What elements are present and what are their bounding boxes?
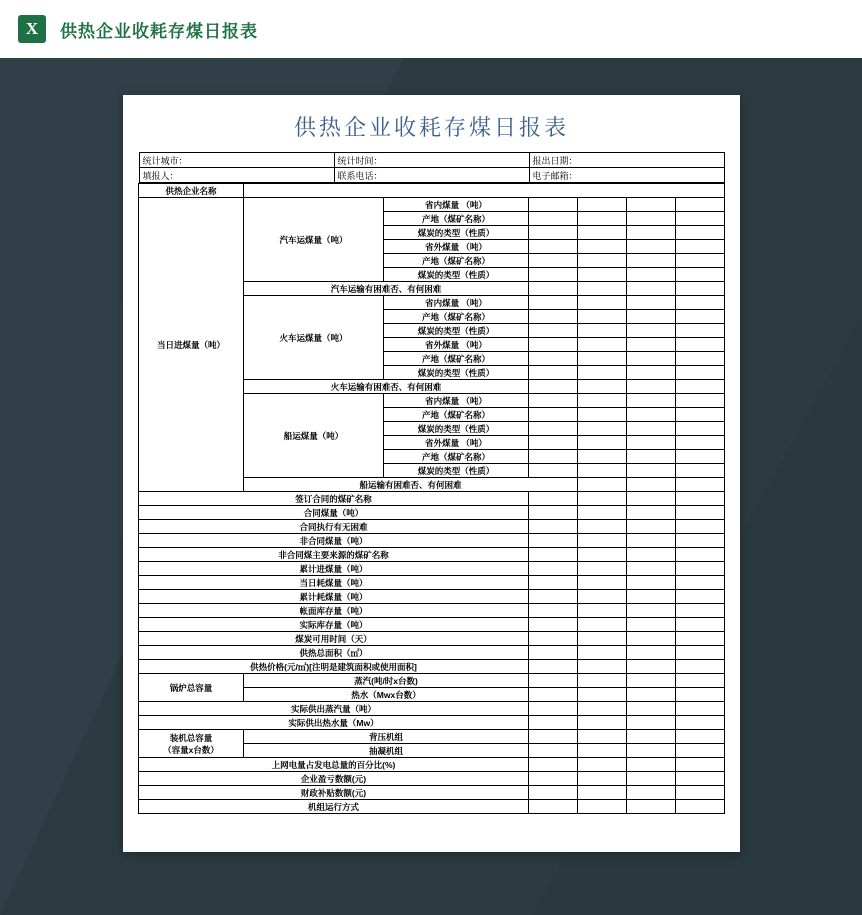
cell-value[interactable] (676, 646, 725, 660)
cell-value[interactable] (627, 282, 676, 296)
cell-value[interactable] (627, 268, 676, 282)
cell-value[interactable] (578, 730, 627, 744)
row-label-train-coal: 火车运煤量（吨） (244, 296, 384, 380)
meta-email-label: 电子邮箱： (529, 168, 724, 183)
table-row (139, 618, 725, 632)
cell-value[interactable] (676, 464, 725, 478)
row-label-book-inventory: 帐面库存量（吨） (139, 604, 529, 618)
cell-value[interactable] (627, 408, 676, 422)
cell-value[interactable] (676, 422, 725, 436)
row-label-actual-hotwater-supply: 实际供出热水量（Mw） (139, 716, 529, 730)
cell-value[interactable] (578, 758, 627, 772)
cell-value[interactable] (529, 296, 578, 310)
cell-value[interactable] (529, 366, 578, 380)
cell-value[interactable] (578, 450, 627, 464)
cell-value[interactable] (529, 506, 578, 520)
cell-value[interactable] (676, 198, 725, 212)
row-label-daily-incoming-coal-text: 当日进煤量（吨） (156, 339, 225, 350)
cell-value[interactable] (578, 562, 627, 576)
cell-value[interactable] (578, 296, 627, 310)
cell-value[interactable] (627, 226, 676, 240)
cell-value[interactable] (627, 702, 676, 716)
row-label-extraction-unit: 抽凝机组 (244, 744, 529, 758)
row-label-coal-available-days: 煤炭可用时间（天） (139, 632, 529, 646)
cell-value[interactable] (676, 380, 725, 394)
cell-value[interactable] (627, 744, 676, 758)
row-label-cumulative-consumption: 累计耗煤量（吨） (139, 590, 529, 604)
cell-value[interactable] (676, 534, 725, 548)
cell-value[interactable] (627, 576, 676, 590)
app-header (0, 0, 862, 58)
cell-value[interactable] (676, 436, 725, 450)
main-table (138, 183, 725, 814)
cell-value[interactable] (578, 632, 627, 646)
cell-value[interactable] (676, 352, 725, 366)
meta-reporter-label: 填报人： (139, 168, 334, 183)
cell-value[interactable] (578, 716, 627, 730)
cell-value[interactable] (529, 660, 578, 674)
cell-value[interactable] (627, 772, 676, 786)
table-row (139, 590, 725, 604)
row-label-heating-price: 供热价格(元/㎡)[注明是建筑面积或使用面积] (139, 660, 529, 674)
cell-value[interactable] (578, 254, 627, 268)
cell-value[interactable] (578, 604, 627, 618)
cell-company-name-value[interactable] (244, 184, 725, 198)
cell-value[interactable] (627, 240, 676, 254)
cell-value[interactable] (529, 646, 578, 660)
cell-value[interactable] (676, 394, 725, 408)
table-row (139, 520, 725, 534)
cell-value[interactable] (676, 520, 725, 534)
row-label-actual-steam-supply: 实际供出蒸汽量（吨） (139, 702, 529, 716)
cell-value[interactable] (627, 604, 676, 618)
cell-value[interactable] (676, 240, 725, 254)
cell-value[interactable] (627, 618, 676, 632)
cell-value[interactable] (529, 604, 578, 618)
cell-value[interactable] (529, 758, 578, 772)
cell-value[interactable] (676, 478, 725, 492)
cell-value[interactable] (529, 618, 578, 632)
cell-value[interactable] (676, 324, 725, 338)
cell-value[interactable] (676, 688, 725, 702)
row-label-unit-operation-mode: 机组运行方式 (139, 800, 529, 814)
cell-value[interactable] (529, 324, 578, 338)
cell-value[interactable] (676, 576, 725, 590)
table-row (139, 184, 725, 198)
cell-value[interactable] (676, 212, 725, 226)
row-label-actual-inventory: 实际库存量（吨） (139, 618, 529, 632)
row-label-noncontract-volume: 非合同煤量（吨） (139, 534, 529, 548)
cell-value[interactable] (578, 688, 627, 702)
row-label-fiscal-subsidy: 财政补贴数额(元) (139, 786, 529, 800)
table-row (139, 168, 724, 183)
meta-stat-time-label: 统计时间： (334, 153, 529, 168)
cell-value[interactable] (627, 366, 676, 380)
cell-value[interactable] (529, 576, 578, 590)
cell-value[interactable] (578, 548, 627, 562)
cell-value[interactable] (627, 548, 676, 562)
cell-value[interactable] (578, 464, 627, 478)
meta-table (139, 152, 725, 183)
cell-value[interactable] (676, 660, 725, 674)
cell-value[interactable] (627, 422, 676, 436)
cell-value[interactable] (578, 282, 627, 296)
cell-value[interactable] (529, 268, 578, 282)
cell-value[interactable] (627, 688, 676, 702)
row-label-truck-type-2: 煤炭的类型（性质） (384, 268, 529, 282)
cell-value[interactable] (627, 394, 676, 408)
row-label-ship-type-2: 煤炭的类型（性质） (384, 464, 529, 478)
cell-value[interactable] (578, 352, 627, 366)
cell-value[interactable] (578, 338, 627, 352)
cell-value[interactable] (529, 786, 578, 800)
table-row (139, 534, 725, 548)
cell-value[interactable] (578, 478, 627, 492)
cell-value[interactable] (529, 352, 578, 366)
cell-value[interactable] (676, 506, 725, 520)
cell-value[interactable] (578, 422, 627, 436)
row-label-total-heating-area: 供热总面积（㎡） (139, 646, 529, 660)
cell-value[interactable] (529, 394, 578, 408)
cell-value[interactable] (529, 212, 578, 226)
cell-value[interactable] (529, 716, 578, 730)
row-label-installed-capacity (139, 730, 244, 758)
cell-value[interactable] (529, 282, 578, 296)
cell-value[interactable] (676, 786, 725, 800)
row-label-daily-consumption: 当日耗煤量（吨） (139, 576, 529, 590)
cell-value[interactable] (676, 730, 725, 744)
cell-value[interactable] (676, 800, 725, 814)
cell-value[interactable] (529, 198, 578, 212)
row-label-ship-origin-1: 产地（煤矿名称） (384, 408, 529, 422)
row-label-train-difficulty: 火车运输有困难否、有何困难 (244, 380, 529, 394)
cell-value[interactable] (578, 380, 627, 394)
table-row (139, 800, 725, 814)
cell-value[interactable] (676, 548, 725, 562)
cell-value[interactable] (627, 506, 676, 520)
cell-value[interactable] (627, 674, 676, 688)
cell-value[interactable] (529, 800, 578, 814)
meta-report-date-label: 报出日期： (529, 153, 724, 168)
cell-value[interactable] (676, 450, 725, 464)
cell-value[interactable] (627, 380, 676, 394)
app-title: 供热企业收耗存煤日报表 (60, 21, 258, 41)
cell-value[interactable] (578, 772, 627, 786)
cell-value[interactable] (627, 492, 676, 506)
row-label-boiler-steam: 蒸汽(吨/时x台数) (244, 674, 529, 688)
cell-value[interactable] (529, 772, 578, 786)
cell-value[interactable] (578, 492, 627, 506)
meta-phone-label: 联系电话： (334, 168, 529, 183)
row-label-ship-origin-2: 产地（煤矿名称） (384, 450, 529, 464)
row-label-contract-volume: 合同煤量（吨） (139, 506, 529, 520)
row-label-profit-loss: 企业盈亏数额(元) (139, 772, 529, 786)
cell-value[interactable] (627, 450, 676, 464)
cell-value[interactable] (676, 590, 725, 604)
cell-value[interactable] (529, 464, 578, 478)
cell-value[interactable] (676, 310, 725, 324)
row-label-train-origin-1: 产地（煤矿名称） (384, 310, 529, 324)
cell-value[interactable] (676, 744, 725, 758)
cell-value[interactable] (627, 800, 676, 814)
cell-value[interactable] (627, 212, 676, 226)
cell-value[interactable] (627, 730, 676, 744)
cell-value[interactable] (676, 492, 725, 506)
cell-value[interactable] (529, 226, 578, 240)
cell-value[interactable] (578, 366, 627, 380)
cell-value[interactable] (529, 562, 578, 576)
cell-value[interactable] (578, 212, 627, 226)
cell-value[interactable] (676, 604, 725, 618)
row-label-train-prov-in: 省内煤量 （吨） (384, 296, 529, 310)
table-row (139, 772, 725, 786)
installed-capacity-line1: 装机总容量 (169, 732, 213, 743)
page-title: 供热企业收耗存煤日报表 (293, 115, 569, 140)
table-row (139, 506, 725, 520)
table-row (139, 716, 725, 730)
row-label-ship-coal: 船运煤量（吨） (244, 394, 384, 478)
row-label-truck-prov-in: 省内煤量 （吨） (384, 198, 529, 212)
cell-value[interactable] (529, 310, 578, 324)
cell-value[interactable] (578, 534, 627, 548)
row-label-grid-power-percent: 上网电量占发电总量的百分比(%) (139, 758, 529, 772)
cell-value[interactable] (578, 394, 627, 408)
table-row (139, 548, 725, 562)
cell-value[interactable] (578, 520, 627, 534)
cell-value[interactable] (627, 338, 676, 352)
table-row (139, 646, 725, 660)
row-label-truck-prov-out: 省外煤量 （吨） (384, 240, 529, 254)
row-label-train-type-2: 煤炭的类型（性质） (384, 366, 529, 380)
row-label-backpressure-unit: 背压机组 (244, 730, 529, 744)
cell-value[interactable] (627, 660, 676, 674)
cell-value[interactable] (578, 506, 627, 520)
row-label-truck-coal: 汽车运煤量（吨） (244, 198, 384, 282)
installed-capacity-line2: （容量x台数） (163, 744, 219, 755)
cell-value[interactable] (529, 408, 578, 422)
cell-value[interactable] (529, 590, 578, 604)
table-row (139, 562, 725, 576)
cell-value[interactable] (627, 310, 676, 324)
cell-value[interactable] (578, 660, 627, 674)
cell-value[interactable] (578, 786, 627, 800)
cell-value[interactable] (529, 254, 578, 268)
cell-value[interactable] (578, 674, 627, 688)
table-row (139, 153, 724, 168)
cell-value[interactable] (578, 324, 627, 338)
cell-value[interactable] (676, 618, 725, 632)
excel-icon: X (18, 15, 46, 43)
cell-value[interactable] (627, 436, 676, 450)
cell-value[interactable] (578, 576, 627, 590)
cell-value[interactable] (578, 268, 627, 282)
row-label-truck-difficulty: 汽车运输有困难否、有何困难 (244, 282, 529, 296)
table-row (139, 730, 725, 744)
row-label-company-name: 供热企业名称 (139, 184, 244, 198)
cell-value[interactable] (529, 450, 578, 464)
cell-value[interactable] (529, 520, 578, 534)
cell-value[interactable] (676, 702, 725, 716)
row-label-cumulative-incoming: 累计进煤量（吨） (139, 562, 529, 576)
cell-value[interactable] (578, 590, 627, 604)
row-label-contract-difficulty: 合同执行有无困难 (139, 520, 529, 534)
cell-value[interactable] (578, 226, 627, 240)
cell-value[interactable] (676, 716, 725, 730)
cell-value[interactable] (627, 296, 676, 310)
row-label-boiler-capacity: 锅炉总容量 (139, 674, 244, 702)
cell-value[interactable] (627, 646, 676, 660)
row-label-noncontract-source: 非合同煤主要来源的煤矿名称 (139, 548, 529, 562)
cell-value[interactable] (578, 310, 627, 324)
row-label-contract-mine-name: 签订合同的煤矿名称 (139, 492, 529, 506)
cell-value[interactable] (627, 590, 676, 604)
cell-value[interactable] (627, 534, 676, 548)
cell-value[interactable] (627, 324, 676, 338)
table-row (139, 576, 725, 590)
cell-value[interactable] (529, 702, 578, 716)
table-row (139, 492, 725, 506)
cell-value[interactable] (578, 240, 627, 254)
document-sheet (123, 95, 740, 852)
cell-value[interactable] (578, 800, 627, 814)
cell-value[interactable] (676, 338, 725, 352)
cell-value[interactable] (578, 198, 627, 212)
cell-value[interactable] (529, 240, 578, 254)
row-label-ship-prov-out: 省外煤量 （吨） (384, 436, 529, 450)
row-label-ship-type-1: 煤炭的类型（性质） (384, 422, 529, 436)
cell-value[interactable] (529, 730, 578, 744)
cell-value[interactable] (627, 254, 676, 268)
cell-value[interactable] (529, 422, 578, 436)
cell-value[interactable] (676, 366, 725, 380)
meta-city-label: 统计城市： (139, 153, 334, 168)
cell-value[interactable] (529, 338, 578, 352)
table-row (139, 604, 725, 618)
cell-value[interactable] (676, 562, 725, 576)
cell-value[interactable] (529, 534, 578, 548)
table-row (139, 632, 725, 646)
cell-value[interactable] (529, 744, 578, 758)
row-label-train-prov-out: 省外煤量 （吨） (384, 338, 529, 352)
cell-value[interactable] (627, 352, 676, 366)
cell-value[interactable] (627, 758, 676, 772)
cell-value[interactable] (627, 562, 676, 576)
cell-value[interactable] (627, 520, 676, 534)
cell-value[interactable] (627, 464, 676, 478)
cell-value[interactable] (676, 408, 725, 422)
table-row (139, 660, 725, 674)
cell-value[interactable] (578, 436, 627, 450)
cell-value[interactable] (529, 548, 578, 562)
table-row (139, 702, 725, 716)
table-row (139, 198, 725, 212)
cell-value[interactable] (676, 254, 725, 268)
cell-value[interactable] (529, 688, 578, 702)
cell-value[interactable] (676, 226, 725, 240)
row-label-train-type-1: 煤炭的类型（性质） (384, 324, 529, 338)
row-label-ship-difficulty: 船运输有困难否、有何困难 (244, 478, 578, 492)
table-row (139, 758, 725, 772)
cell-value[interactable] (627, 632, 676, 646)
row-label-ship-prov-in: 省内煤量 （吨） (384, 394, 529, 408)
cell-value[interactable] (676, 674, 725, 688)
cell-value[interactable] (676, 758, 725, 772)
table-row (139, 786, 725, 800)
cell-value[interactable] (529, 632, 578, 646)
cell-value[interactable] (676, 772, 725, 786)
row-label-train-origin-2: 产地（煤矿名称） (384, 352, 529, 366)
table-row (139, 674, 725, 688)
cell-value[interactable] (578, 618, 627, 632)
cell-value[interactable] (529, 380, 578, 394)
row-label-truck-origin-1: 产地（煤矿名称） (384, 212, 529, 226)
cell-value[interactable] (627, 716, 676, 730)
cell-value[interactable] (529, 492, 578, 506)
cell-value[interactable] (578, 702, 627, 716)
cell-value[interactable] (627, 478, 676, 492)
cell-value[interactable] (676, 296, 725, 310)
cell-value[interactable] (578, 744, 627, 758)
row-label-boiler-hotwater: 热水（Mwx台数） (244, 688, 529, 702)
cell-value[interactable] (529, 436, 578, 450)
cell-value[interactable] (676, 268, 725, 282)
cell-value[interactable] (627, 198, 676, 212)
cell-value[interactable] (578, 408, 627, 422)
row-label-truck-type-1: 煤炭的类型（性质） (384, 226, 529, 240)
cell-value[interactable] (578, 646, 627, 660)
cell-value[interactable] (627, 786, 676, 800)
row-label-truck-origin-2: 产地（煤矿名称） (384, 254, 529, 268)
row-label-daily-incoming-coal (139, 198, 244, 492)
cell-value[interactable] (529, 674, 578, 688)
cell-value[interactable] (676, 282, 725, 296)
cell-value[interactable] (676, 632, 725, 646)
